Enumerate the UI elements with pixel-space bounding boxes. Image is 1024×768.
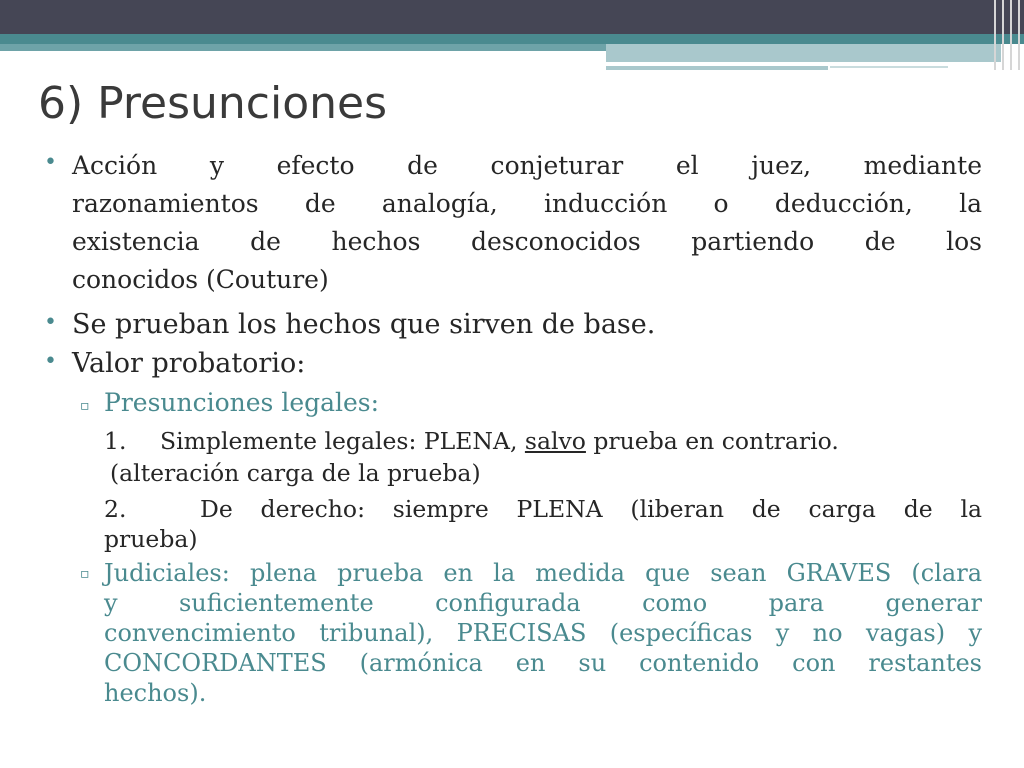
bullet-3-marker: • xyxy=(44,349,57,374)
legales-item-2-continuation: prueba) xyxy=(104,525,198,553)
legales-item-2-number: 2. xyxy=(104,495,127,523)
legales-item-1-text-b: prueba en contrario. xyxy=(585,427,839,455)
legales-item-2 xyxy=(104,494,982,524)
bullet-2-marker: • xyxy=(44,310,57,335)
bullet-1-line-3: existencia de hechos desconocidos partiendo de los xyxy=(72,227,982,256)
bullet-1-line-2: razonamientos de analogía, inducción o deducción, la xyxy=(72,189,982,218)
legales-item-2-text: De derecho: siempre PLENA (liberan de carga de la xyxy=(200,495,982,523)
sub-heading-legales: Presunciones legales: xyxy=(104,388,380,417)
legales-item-1-number: 1. xyxy=(104,427,127,455)
legales-item-1-underlined: salvo xyxy=(524,427,586,455)
bullet-1-line-1: Acción y efecto de conjeturar el juez, mediante xyxy=(72,151,982,180)
bullet-1-marker: • xyxy=(44,150,57,175)
sub-bullet-legales-marker: ▫ xyxy=(80,398,90,414)
sub-bullet-judiciales-marker: ▫ xyxy=(80,566,90,582)
bullet-2-text: Se prueban los hechos que sirven de base. xyxy=(72,309,656,340)
bullet-3-text: Valor probatorio: xyxy=(72,348,306,379)
judiciales-line-4: CONCORDANTES (armónica en su contenido con restantes xyxy=(104,649,982,677)
legales-item-1-continuation: (alteración carga de la prueba) xyxy=(110,459,481,487)
bullet-1-line-4: conocidos (Couture) xyxy=(72,265,329,294)
legales-item-1 xyxy=(104,426,984,456)
legales-item-1-text-a: Simplemente legales: PLENA, xyxy=(160,427,525,455)
judiciales-line-3: convencimiento tribunal), PRECISAS (específicas y no vagas) y xyxy=(104,619,982,647)
slide-title: 6) Presunciones xyxy=(38,78,388,129)
judiciales-line-5: hechos). xyxy=(104,679,207,707)
judiciales-line-1: Judiciales: plena prueba en la medida que sean GRAVES (clara xyxy=(104,559,982,587)
judiciales-line-2: y suficientemente configurada como para generar xyxy=(104,589,982,617)
